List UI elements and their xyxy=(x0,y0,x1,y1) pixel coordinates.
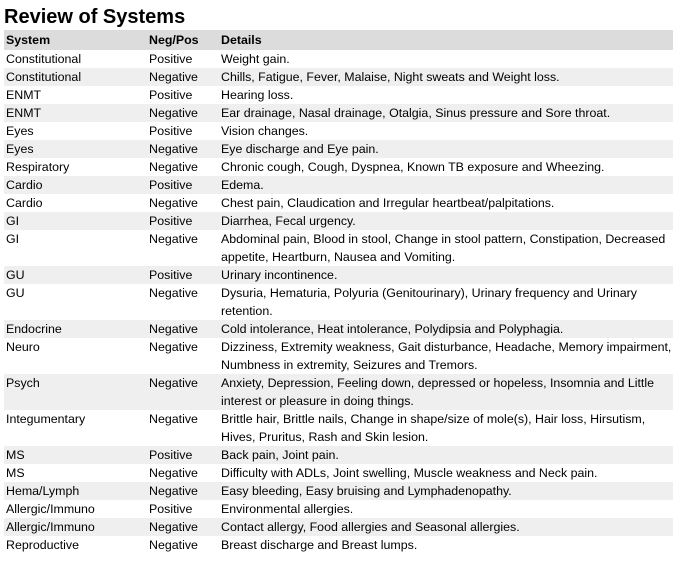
table-row xyxy=(4,284,673,320)
details-cell: Environmental allergies. xyxy=(221,502,354,516)
header-details: Details xyxy=(219,30,673,50)
system-cell: Cardio xyxy=(4,176,147,194)
system-cell: Neuro xyxy=(6,340,40,354)
table-row xyxy=(4,464,673,482)
table-row xyxy=(4,500,673,518)
system-cell: Eyes xyxy=(6,124,34,138)
table-row xyxy=(4,446,673,464)
details-cell: Chills, Fatigue, Fever, Malaise, Night sweats and Weight loss. xyxy=(219,68,673,86)
neg-pos-cell: Negative xyxy=(147,482,219,500)
neg-pos-cell: Negative xyxy=(147,518,219,536)
system-cell: Reproductive xyxy=(6,538,80,552)
neg-pos-cell: Negative xyxy=(147,68,219,86)
table-body xyxy=(4,50,673,554)
header-system: System xyxy=(4,30,147,50)
table-row xyxy=(4,194,673,212)
system-cell: GU xyxy=(6,286,25,300)
table-row xyxy=(4,374,673,410)
system-cell: Eyes xyxy=(4,140,147,158)
table-row xyxy=(4,518,673,536)
neg-pos-cell: Positive xyxy=(147,266,219,284)
neg-pos-cell: Negative xyxy=(149,340,198,354)
table-row xyxy=(4,410,673,446)
neg-pos-cell: Negative xyxy=(149,538,198,552)
system-cell: Integumentary xyxy=(6,412,86,426)
system-cell: ENMT xyxy=(4,104,147,122)
table-row xyxy=(4,86,673,104)
table-row xyxy=(4,122,673,140)
system-cell: Endocrine xyxy=(4,320,147,338)
details-cell: Easy bleeding, Easy bruising and Lymphadenopathy. xyxy=(219,482,673,500)
system-cell: Allergic/Immuno xyxy=(4,518,147,536)
details-cell: Contact allergy, Food allergies and Seasonal allergies. xyxy=(219,518,673,536)
table-row xyxy=(4,212,673,230)
neg-pos-cell: Positive xyxy=(149,88,193,102)
neg-pos-cell: Negative xyxy=(147,104,219,122)
neg-pos-cell: Negative xyxy=(149,286,198,300)
details-cell: Dizziness, Extremity weakness, Gait disturbance, Headache, Memory impairment, Numbness in extremity, Seizures and Tremors. xyxy=(221,340,672,372)
neg-pos-cell: Negative xyxy=(147,374,219,410)
table-row xyxy=(4,104,673,122)
neg-pos-cell: Negative xyxy=(149,466,198,480)
neg-pos-cell: Positive xyxy=(149,124,193,138)
table-row xyxy=(4,536,673,554)
table-row xyxy=(4,482,673,500)
system-cell: GI xyxy=(4,212,147,230)
details-cell: Ear drainage, Nasal drainage, Otalgia, Sinus pressure and Sore throat. xyxy=(219,104,673,122)
neg-pos-cell: Negative xyxy=(147,140,219,158)
system-cell: Constitutional xyxy=(4,68,147,86)
table-row xyxy=(4,338,673,374)
details-cell: Anxiety, Depression, Feeling down, depressed or hopeless, Insomnia and Little interest or pleasure in doing things. xyxy=(219,374,673,410)
neg-pos-cell: Positive xyxy=(149,52,193,66)
details-cell: Breast discharge and Breast lumps. xyxy=(221,538,418,552)
system-cell: Cardio xyxy=(6,196,43,210)
neg-pos-cell: Positive xyxy=(147,212,219,230)
details-cell: Weight gain. xyxy=(221,52,290,66)
system-cell: Constitutional xyxy=(6,52,82,66)
table-row xyxy=(4,158,673,176)
details-cell: Back pain, Joint pain. xyxy=(219,446,673,464)
details-cell: Chronic cough, Cough, Dyspnea, Known TB exposure and Wheezing. xyxy=(221,160,605,174)
table-row xyxy=(4,50,673,68)
details-cell: Cold intolerance, Heat intolerance, Polydipsia and Polyphagia. xyxy=(219,320,673,338)
details-cell: Hearing loss. xyxy=(221,88,294,102)
system-cell: Respiratory xyxy=(6,160,70,174)
table-row xyxy=(4,176,673,194)
details-cell: Dysuria, Hematuria, Polyuria (Genitourinary), Urinary frequency and Urinary retention. xyxy=(221,286,637,318)
system-cell: GI xyxy=(6,232,20,246)
details-cell: Difficulty with ADLs, Joint swelling, Muscle weakness and Neck pain. xyxy=(221,466,598,480)
details-cell: Edema. xyxy=(219,176,673,194)
neg-pos-cell: Negative xyxy=(149,232,198,246)
table-row xyxy=(4,140,673,158)
details-cell: Urinary incontinence. xyxy=(219,266,673,284)
table-row xyxy=(4,320,673,338)
system-cell: ENMT xyxy=(6,88,42,102)
details-cell: Vision changes. xyxy=(221,124,309,138)
system-cell: Allergic/Immuno xyxy=(6,502,95,516)
neg-pos-cell: Negative xyxy=(149,160,198,174)
table-row xyxy=(4,68,673,86)
header-neg-pos: Neg/Pos xyxy=(147,30,219,50)
neg-pos-cell: Positive xyxy=(147,176,219,194)
system-cell: GU xyxy=(4,266,147,284)
neg-pos-cell: Negative xyxy=(149,196,198,210)
details-cell: Brittle hair, Brittle nails, Change in shape/size of mole(s), Hair loss, Hirsutism, Hives, Pruritus, Rash and Skin lesion. xyxy=(221,412,646,444)
system-cell: Psych xyxy=(4,374,147,410)
details-cell: Chest pain, Claudication and Irregular heartbeat/palpitations. xyxy=(221,196,555,210)
system-cell: MS xyxy=(6,466,25,480)
table-row xyxy=(4,266,673,284)
section-title: Review of Systems xyxy=(4,6,186,28)
table-row xyxy=(4,230,673,266)
neg-pos-cell: Negative xyxy=(149,412,198,426)
system-cell: MS xyxy=(4,446,147,464)
details-cell: Diarrhea, Fecal urgency. xyxy=(219,212,673,230)
neg-pos-cell: Negative xyxy=(147,320,219,338)
review-of-systems-table xyxy=(4,30,673,554)
details-cell: Eye discharge and Eye pain. xyxy=(219,140,673,158)
table-header-row xyxy=(4,30,673,50)
neg-pos-cell: Positive xyxy=(147,446,219,464)
system-cell: Hema/Lymph xyxy=(4,482,147,500)
neg-pos-cell: Positive xyxy=(149,502,193,516)
details-cell: Abdominal pain, Blood in stool, Change in stool pattern, Constipation, Decreased appetite, Heartburn, Nausea and Vomiting. xyxy=(221,232,666,264)
